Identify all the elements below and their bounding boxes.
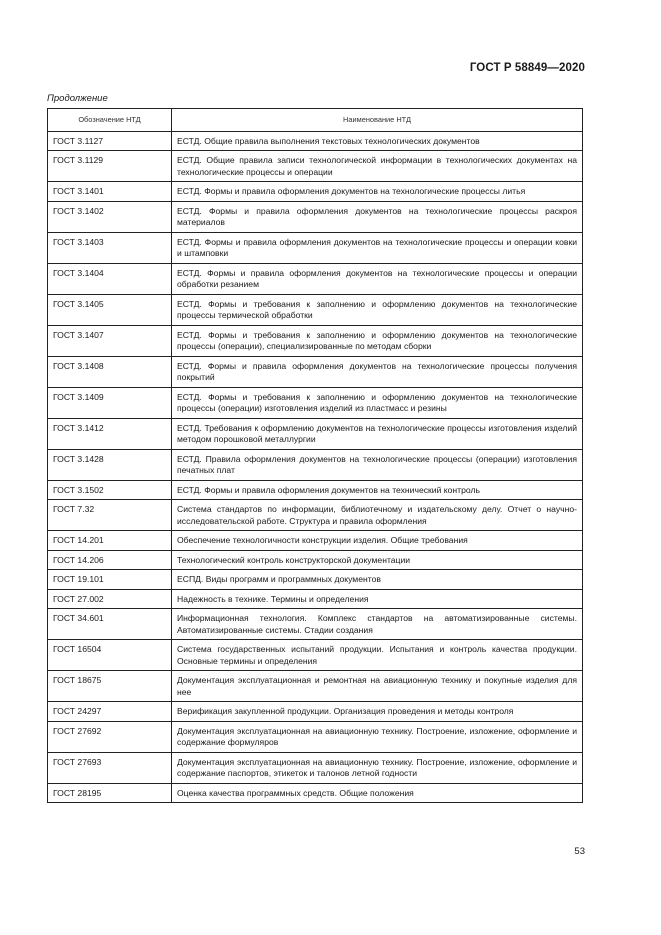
table-row	[48, 387, 583, 418]
table-row	[48, 356, 583, 387]
table-row	[48, 531, 583, 551]
document-code-cell: ГОСТ 28195	[48, 783, 172, 803]
document-name-cell: ЕСТД. Формы и правила оформления документов на технологические процессы и операции обработки резанием	[172, 263, 583, 294]
document-name-cell: ЕСТД. Формы и требования к заполнению и оформлению документов на технологические процессы (операции), специализированные по методам сборки	[172, 325, 583, 356]
document-name-cell: ЕСТД. Формы и правила оформления документов на технологические процессы получения покрытий	[172, 356, 583, 387]
table-row	[48, 721, 583, 752]
table-row	[48, 449, 583, 480]
table-header-row	[48, 109, 583, 132]
document-name-cell: Система государственных испытаний продукции. Испытания и контроль качества продукции. Основные термины и определения	[172, 640, 583, 671]
table-row	[48, 182, 583, 202]
document-name-cell: Надежность в технике. Термины и определения	[172, 589, 583, 609]
column-header-name: Наименование НТД	[172, 109, 583, 132]
document-code-cell: ГОСТ 3.1401	[48, 182, 172, 202]
document-code-cell: ГОСТ 27.002	[48, 589, 172, 609]
document-name-cell: Оценка качества программных средств. Общие положения	[172, 783, 583, 803]
table-row	[48, 263, 583, 294]
table-row	[48, 671, 583, 702]
document-name-cell: ЕСТД. Правила оформления документов на технологические процессы (операции) изготовления печатных плат	[172, 449, 583, 480]
document-name-cell: ЕСТД. Формы и правила оформления документов на технологические процессы раскроя материалов	[172, 201, 583, 232]
document-name-cell: Документация эксплуатационная на авиационную технику. Построение, изложение, оформление и содержание паспортов, этикеток и талонов летной годности	[172, 752, 583, 783]
table-row	[48, 418, 583, 449]
column-header-code: Обозначение НТД	[48, 109, 172, 132]
document-name-cell: ЕСТД. Формы и требования к заполнению и оформлению документов на технологические процессы (операции) изготовления изделий из пластмасс и резины	[172, 387, 583, 418]
document-name-cell: Документация эксплуатационная и ремонтная на авиационную технику и покупные изделия для нее	[172, 671, 583, 702]
document-code-cell: ГОСТ 3.1402	[48, 201, 172, 232]
document-name-cell: Верификация закупленной продукции. Организация проведения и методы контроля	[172, 702, 583, 722]
document-code-cell: ГОСТ 34.601	[48, 609, 172, 640]
document-code-cell: ГОСТ 24297	[48, 702, 172, 722]
document-name-cell: Система стандартов по информации, библиотечному и издательскому делу. Отчет о научно-исследовательской работе. Структура и правила оформления	[172, 500, 583, 531]
document-code-cell: ГОСТ 3.1409	[48, 387, 172, 418]
document-name-cell: Обеспечение технологичности конструкции изделия. Общие требования	[172, 531, 583, 551]
document-name-cell: Документация эксплуатационная на авиационную технику. Построение, изложение, оформление и содержание формуляров	[172, 721, 583, 752]
document-name-cell: ЕСТД. Формы и требования к заполнению и оформлению документов на технологические процессы термической обработки	[172, 294, 583, 325]
document-code-cell: ГОСТ 27692	[48, 721, 172, 752]
document-code-cell: ГОСТ 3.1403	[48, 232, 172, 263]
table-row	[48, 131, 583, 151]
table-row	[48, 702, 583, 722]
document-code-cell: ГОСТ 27693	[48, 752, 172, 783]
document-code-cell: ГОСТ 3.1129	[48, 151, 172, 182]
table-row	[48, 500, 583, 531]
document-name-cell: ЕСТД. Формы и правила оформления документов на технический контроль	[172, 480, 583, 500]
document-code-cell: ГОСТ 3.1412	[48, 418, 172, 449]
document-code-cell: ГОСТ 7.32	[48, 500, 172, 531]
document-name-cell: ЕСТД. Формы и правила оформления документов на технологические процессы литья	[172, 182, 583, 202]
document-code-cell: ГОСТ 14.201	[48, 531, 172, 551]
document-code-cell: ГОСТ 3.1407	[48, 325, 172, 356]
document-name-cell: ЕСТД. Общие правила выполнения текстовых технологических документов	[172, 131, 583, 151]
table-row	[48, 294, 583, 325]
table-row	[48, 783, 583, 803]
continuation-label: Продолжение	[47, 93, 108, 104]
normative-documents-table	[47, 108, 583, 803]
document-code-cell: ГОСТ 16504	[48, 640, 172, 671]
table-row	[48, 589, 583, 609]
document-code-cell: ГОСТ 3.1408	[48, 356, 172, 387]
document-code-cell: ГОСТ 3.1127	[48, 131, 172, 151]
table-row	[48, 752, 583, 783]
document-code-cell: ГОСТ 14.206	[48, 550, 172, 570]
table-row	[48, 201, 583, 232]
document-code-cell: ГОСТ 18675	[48, 671, 172, 702]
document-code-cell: ГОСТ 19.101	[48, 570, 172, 590]
table-row	[48, 550, 583, 570]
document-code-cell: ГОСТ 3.1404	[48, 263, 172, 294]
table-row	[48, 325, 583, 356]
table-row	[48, 640, 583, 671]
table-row	[48, 480, 583, 500]
document-name-cell: Информационная технология. Комплекс стандартов на автоматизированные системы. Автоматизированные системы. Стадии создания	[172, 609, 583, 640]
document-name-cell: ЕСТД. Формы и правила оформления документов на технологические процессы и операции ковки и штамповки	[172, 232, 583, 263]
document-code-cell: ГОСТ 3.1428	[48, 449, 172, 480]
document-name-cell: ЕСТД. Требования к оформлению документов на технологические процессы изготовления изделий методом порошковой металлургии	[172, 418, 583, 449]
table-row	[48, 232, 583, 263]
table-row	[48, 570, 583, 590]
table-row	[48, 609, 583, 640]
table-row	[48, 151, 583, 182]
document-name-cell: ЕСТД. Общие правила записи технологической информации в технологических документах на технологические процессы и операции	[172, 151, 583, 182]
table-body	[48, 131, 583, 803]
page-number: 53	[574, 846, 585, 857]
document-name-cell: ЕСПД. Виды программ и программных документов	[172, 570, 583, 590]
document-name-cell: Технологический контроль конструкторской документации	[172, 550, 583, 570]
standard-code: ГОСТ Р 58849—2020	[469, 62, 585, 74]
document-code-cell: ГОСТ 3.1502	[48, 480, 172, 500]
document-code-cell: ГОСТ 3.1405	[48, 294, 172, 325]
